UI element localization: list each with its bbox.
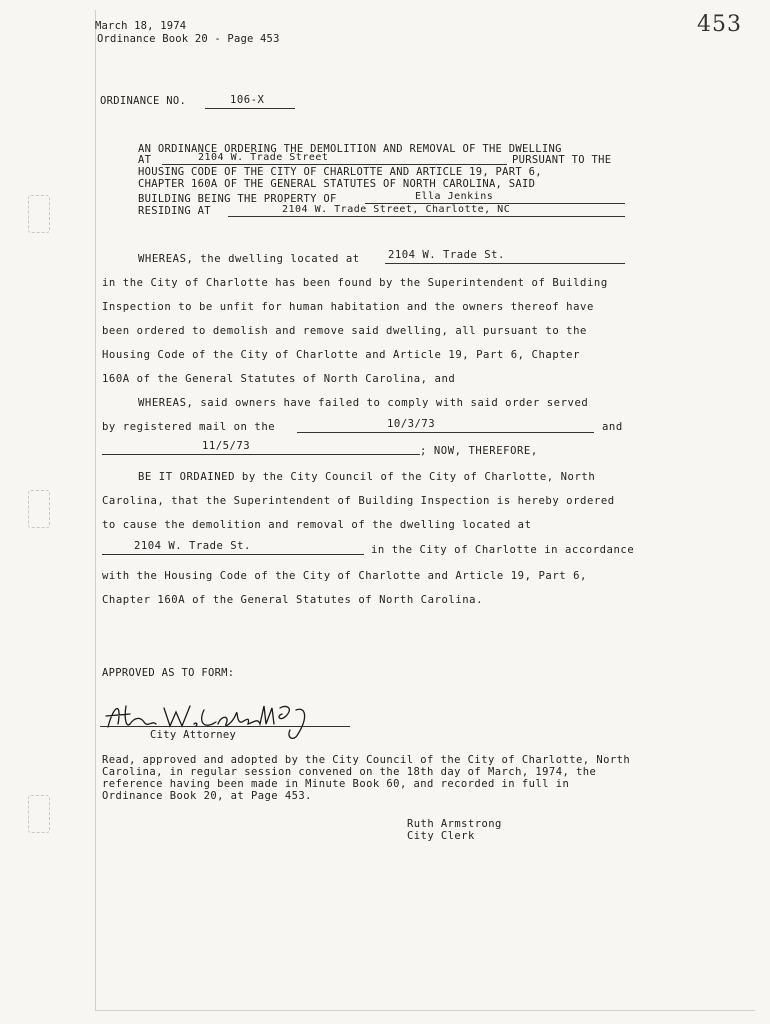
title-address-field [162, 151, 507, 165]
ordinance-number-field [205, 94, 295, 109]
header-book-page: Ordinance Book 20 - Page 453 [97, 33, 280, 45]
ordained-line-2: Carolina, that the Superintendent of Building Inspection is hereby ordered [102, 495, 615, 507]
body-line-3: Inspection to be unfit for human habitation and the owners thereof have [102, 301, 594, 313]
closing-line-4: Ordinance Book 20, at Page 453. [102, 790, 312, 802]
title-line-1: AN ORDINANCE ORDERING THE DEMOLITION AND REMOVAL OF THE DWELLING [138, 143, 562, 155]
binder-punch-mark [28, 795, 50, 833]
whereas-1-address-field [385, 249, 625, 264]
registered-and: and [602, 421, 623, 433]
whereas-2: WHEREAS, said owners have failed to comply with said order served [138, 397, 589, 409]
title-residing-field [228, 203, 625, 217]
binder-punch-mark [28, 195, 50, 233]
title-address-value: 2104 W. Trade Street [198, 152, 329, 163]
registered-date-value: 10/3/73 [387, 418, 436, 430]
closing-line-1: Read, approved and adopted by the City Council of the City of Charlotte, North [102, 754, 631, 766]
page-bottom-rule [95, 1010, 755, 1011]
clerk-name: Ruth Armstrong [407, 818, 502, 830]
whereas-1-prefix: WHEREAS, the dwelling located at [138, 253, 360, 265]
ordained-address-field [102, 540, 364, 555]
whereas-1-address-value: 2104 W. Trade St. [388, 249, 505, 261]
second-date-value: 11/5/73 [202, 440, 251, 452]
title-at-label: AT [138, 154, 152, 166]
title-line-4: CHAPTER 160A OF THE GENERAL STATUTES OF NORTH CAROLINA, SAID [138, 178, 536, 190]
page-left-margin-rule [95, 10, 96, 1010]
title-pursuant: PURSUANT TO THE [512, 154, 612, 166]
ordained-line-6: Chapter 160A of the General Statutes of North Carolina. [102, 594, 484, 606]
clerk-title: City Clerk [407, 830, 475, 842]
title-line-3: HOUSING CODE OF THE CITY OF CHARLOTTE AND ARTICLE 19, PART 6, [138, 166, 542, 178]
ordained-address-value: 2104 W. Trade St. [134, 540, 251, 552]
title-residing-label: RESIDING AT [138, 205, 211, 217]
page-number: 453 [697, 12, 742, 37]
ordinance-number-value: 106-X [230, 94, 265, 106]
ordained-suffix: in the City of Charlotte in accordance [371, 544, 635, 556]
registered-date-field [297, 418, 594, 433]
closing-line-2: Carolina, in regular session convened on the 18th day of March, 1974, the [102, 766, 597, 778]
city-attorney-label: City Attorney [150, 729, 237, 741]
ordinance-number-label: ORDINANCE NO. [100, 95, 187, 107]
title-residing-value: 2104 W. Trade Street, Charlotte, NC [282, 204, 511, 215]
ordained-line-5: with the Housing Code of the City of Charlotte and Article 19, Part 6, [102, 570, 587, 582]
approved-as-to-form: APPROVED AS TO FORM: [102, 667, 235, 679]
ordained-line-3: to cause the demolition and removal of the dwelling located at [102, 519, 532, 531]
registered-prefix: by registered mail on the [102, 421, 276, 433]
body-line-5: Housing Code of the City of Charlotte and Article 19, Part 6, Chapter [102, 349, 581, 361]
closing-line-3: reference having been made in Minute Book 60, and recorded in full in [102, 778, 570, 790]
body-line-6: 160A of the General Statutes of North Carolina, and [102, 373, 456, 385]
body-line-4: been ordered to demolish and remove said dwelling, all pursuant to the [102, 325, 587, 337]
now-therefore: ; NOW, THEREFORE, [420, 445, 538, 457]
body-line-2: in the City of Charlotte has been found by the Superintendent of Building [102, 277, 608, 289]
title-owner-field [365, 190, 625, 204]
title-owner-value: Ella Jenkins [415, 191, 494, 202]
signature-line [100, 726, 350, 727]
title-property-label: BUILDING BEING THE PROPERTY OF [138, 193, 337, 205]
second-date-field [102, 440, 420, 455]
binder-punch-mark [28, 490, 50, 528]
ordained-line-1: BE IT ORDAINED by the City Council of the City of Charlotte, North [138, 471, 596, 483]
header-date: March 18, 1974 [95, 20, 187, 32]
